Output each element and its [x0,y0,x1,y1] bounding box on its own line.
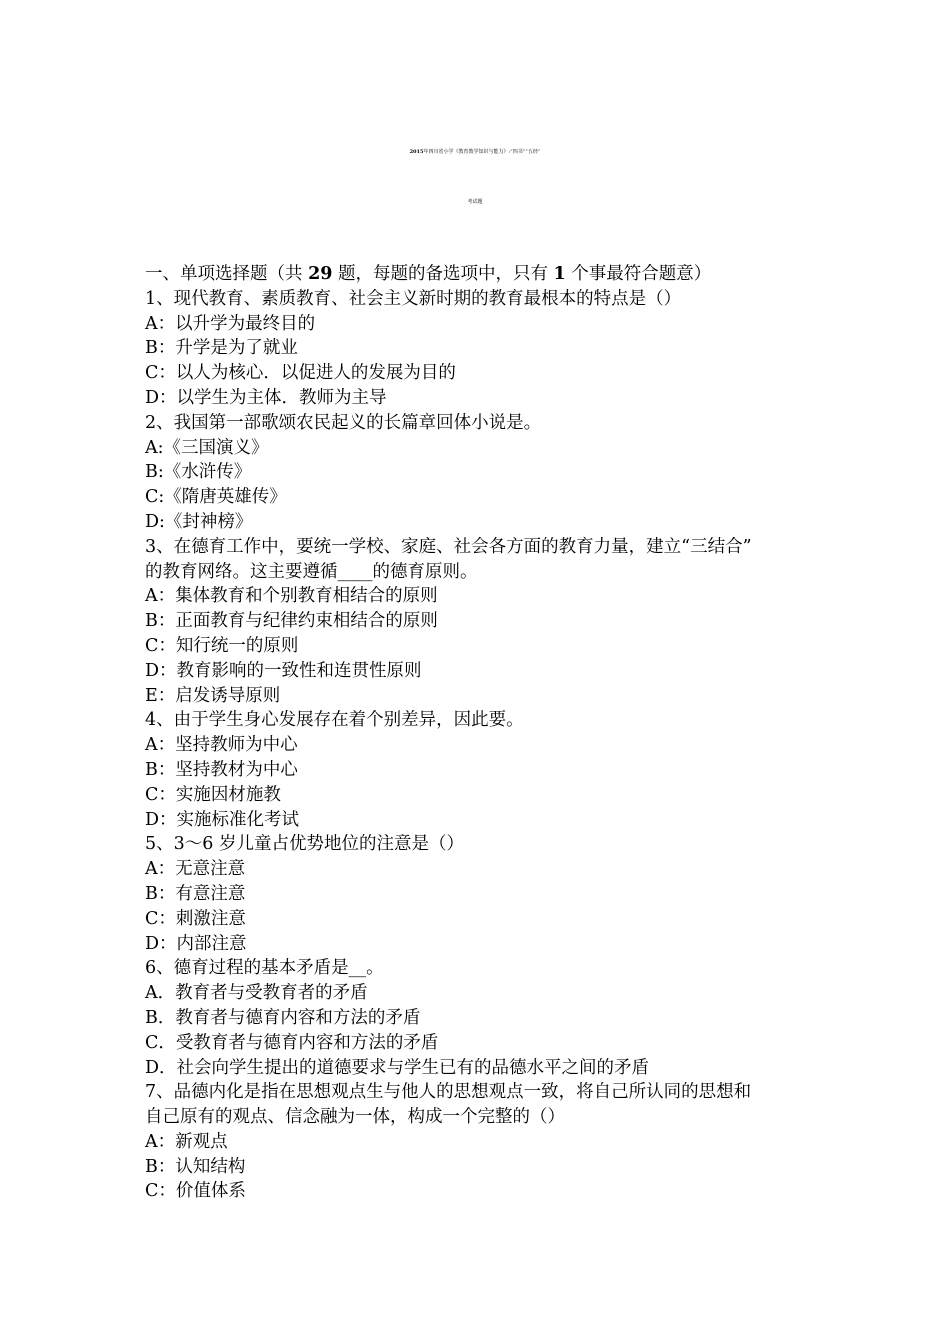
question-5: 5、3～6 岁儿童占优势地位的注意是（） [145,834,464,855]
question-count: 29 [308,264,333,284]
question-7-line-1: 7、品德内化是指在思想观点生与他人的思想观点一致，将自己所认同的思想和 [145,1082,752,1103]
option-5a: A：无意注意 [145,859,246,880]
option-6d: D．社会向学生提出的道德要求与学生已有的品德水平之间的矛盾 [145,1057,650,1078]
option-7c: C：价值体系 [145,1181,246,1202]
question-3-line-2: 的教育网络。这主要遵循____的德育原则。 [145,561,478,582]
question-2: 2、我国第一部歌颂农民起义的长篇章回体小说是。 [145,412,542,433]
option-5d: D：内部注意 [145,933,247,954]
option-6b: B．教育者与德育内容和方法的矛盾 [145,1007,421,1028]
option-2a: A:《三国演义》 [145,437,269,458]
title-text: 年四川省小学《教育教学知识与能力》:“四书”“五经” [423,149,541,155]
option-4a: A：坚持教师为中心 [145,735,298,756]
option-1a: A：以升学为最终目的 [145,313,316,334]
option-3c: C：知行统一的原则 [145,635,299,656]
document-title-line-1 [0,136,950,168]
question-3-line-1: 3、在德育工作中，要统一学校、家庭、社会各方面的教育力量，建立“三结合” [145,536,752,557]
option-1d: D：以学生为主体．教师为主导 [145,387,387,408]
option-4d: D：实施标准化考试 [145,809,300,830]
option-3a: A：集体教育和个别教育相结合的原则 [145,586,438,607]
document-title-line-2: 考试题 [467,199,483,205]
title-year: 2015 [409,149,424,155]
section-heading: 一、单项选择题（共 29 题，每题的备选项中，只有 1 个事最符合题意） [145,264,712,284]
question-6: 6、德育过程的基本矛盾是__。 [145,958,384,979]
option-3e: E：启发诱导原则 [145,685,281,706]
question-1: 1、现代教育、素质教育、社会主义新时期的教育最根本的特点是（） [145,288,682,309]
option-2c: C:《隋唐英雄传》 [145,487,287,508]
option-3b: B：正面教育与纪律约束相结合的原则 [145,611,438,632]
option-1c: C：以人为核心．以促进人的发展为目的 [145,363,456,384]
option-4b: B：坚持教材为中心 [145,759,298,780]
option-5c: C：刺激注意 [145,908,246,929]
option-5b: B：有意注意 [145,883,246,904]
question-7-line-2: 自己原有的观点、信念融为一体，构成一个完整的（） [145,1107,565,1128]
answer-count: 1 [553,264,566,284]
option-7b: B：认知结构 [145,1156,246,1177]
option-2d: D:《封神榜》 [145,511,253,532]
option-6a: A．教育者与受教育者的矛盾 [145,983,368,1004]
option-1b: B：升学是为了就业 [145,338,298,359]
option-2b: B:《水浒传》 [145,462,252,483]
option-3d: D：教育影响的一致性和连贯性原则 [145,660,422,681]
question-4: 4、由于学生身心发展存在着个别差异，因此要。 [145,710,524,731]
option-4c: C：实施因材施教 [145,784,281,805]
option-7a: A：新观点 [145,1131,228,1152]
option-6c: C．受教育者与德育内容和方法的矛盾 [145,1032,439,1053]
document-body [145,262,825,1204]
